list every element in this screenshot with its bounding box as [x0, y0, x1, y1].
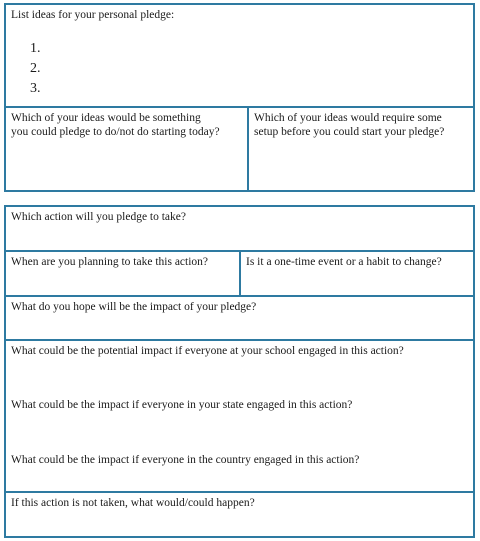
hoped-impact-prompt: What do you hope will be the impact of your pledge? [11, 301, 257, 313]
start-today-prompt-line1: Which of your ideas would be something [11, 112, 201, 124]
list-ideas-prompt: List ideas for your personal pledge: [11, 9, 175, 21]
list-item: 3. [30, 81, 41, 96]
list-item: 1. [30, 41, 41, 56]
hoped-impact-cell[interactable] [6, 297, 473, 339]
not-taken-prompt: If this action is not taken, what would/could happen? [11, 497, 255, 509]
one-time-or-habit-cell[interactable] [241, 252, 473, 295]
school-impact-prompt: What could be the potential impact if everyone at your school engaged in this action? [11, 345, 404, 357]
state-impact-prompt: What could be the impact if everyone in your state engaged in this action? [11, 399, 353, 411]
collective-impact-cell[interactable] [6, 341, 473, 491]
require-setup-prompt-line2: setup before you could start your pledge? [254, 126, 445, 138]
pledge-action-prompt: Which action will you pledge to take? [11, 211, 186, 223]
list-item: 2. [30, 61, 41, 76]
one-time-or-habit-prompt: Is it a one-time event or a habit to change? [246, 256, 442, 268]
start-today-cell[interactable] [6, 108, 247, 190]
when-cell[interactable] [6, 252, 239, 295]
not-taken-cell[interactable] [6, 493, 473, 536]
start-today-prompt-line2: you could pledge to do/not do starting today? [11, 126, 220, 138]
require-setup-cell[interactable] [249, 108, 473, 190]
list-ideas-cell[interactable] [6, 5, 473, 106]
ideas-numbered-list [30, 39, 41, 99]
when-prompt: When are you planning to take this action? [11, 256, 209, 268]
pledge-ideas-table [4, 3, 475, 192]
require-setup-prompt-line1: Which of your ideas would require some [254, 112, 442, 124]
country-impact-prompt: What could be the impact if everyone in the country engaged in this action? [11, 454, 360, 466]
pledge-action-table [4, 205, 475, 538]
pledge-action-cell[interactable] [6, 207, 473, 250]
